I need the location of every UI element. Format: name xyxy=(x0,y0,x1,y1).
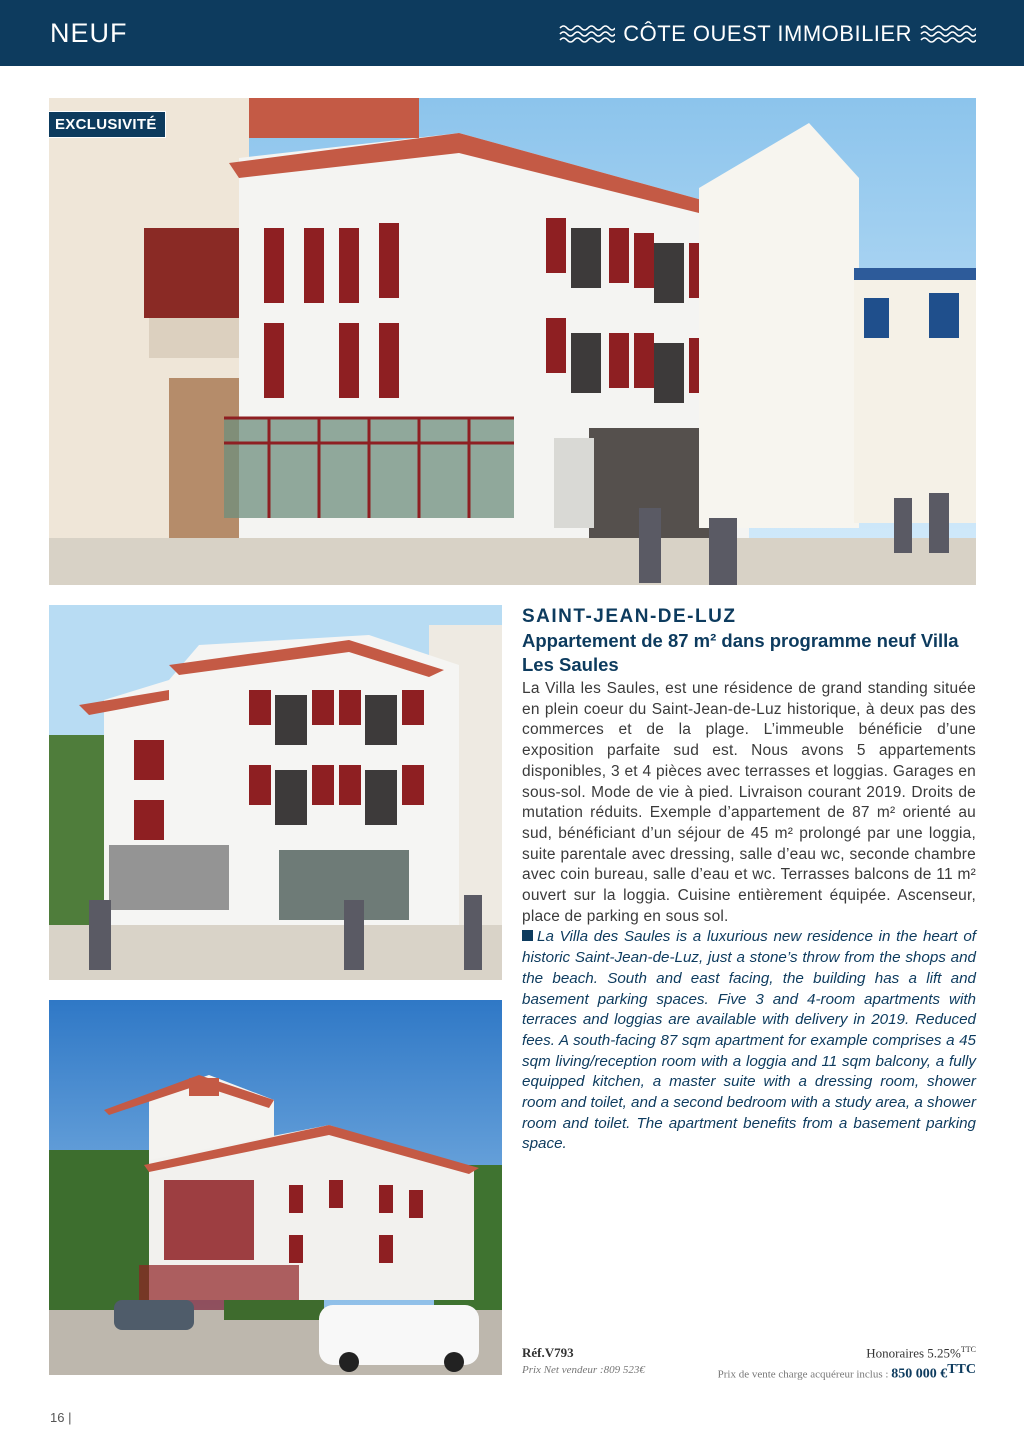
description-french: La Villa les Saules, est une résidence de grand standing située en plein coeur du Saint-Jean-de-Luz historique, à deux pas des commerces et de la plage. L’immeuble bénéficie d’une exposition parfaite sud est. Nous avons 5 appartements disponibles, 3 et 4 pièces avec terrasses et loggias. Garages en sous-sol. Mode de vie à pied. Livraison courant 2019. Droits de mutation réduits. Exemple d’appartement de 87 m² orienté au sud, bénéficiant d’un séjour de 45 m² prolongé par une loggia, suite parentale avec dressing, salle d’eau wc, seconde chambre avec coin bureau, salle d’eau et wc. Terrasses balcons de 11 m² ouvert sur la loggia. Cuisine entièrement équipée. Ascenseur, place de parking en sous sol. xyxy=(522,680,976,925)
price-label: Prix de vente charge acquéreur inclus : xyxy=(717,1368,889,1381)
listing-city: SAINT-JEAN-DE-LUZ xyxy=(522,606,737,627)
price-value: 850 000 € xyxy=(891,1366,948,1382)
fees-value: 5.25% xyxy=(927,1345,961,1361)
agency-fees xyxy=(866,1345,976,1361)
brand-name: CÔTE OUEST IMMOBILIER xyxy=(623,21,912,46)
description-english-text: La Villa des Saules is a luxurious new residence in the heart of historic Saint-Jean-de-Luz, just a stone’s throw from the shops and the beach. South and east facing, the building has a lift and basement parking spaces. Five 3 and 4-room apartments with terraces and loggias are available with delivery in 2019. Reduced fees. A south-facing 87 sqm apartment for example comprises a 45 sqm living/reception room with a loggia and 11 sqm balcony, a fully equipped kitchen, a master suite with a dressing room, shower room and toilet, and a second bedroom with a study area, a shower room and toilet. The apartment benefits from a basement parking space. xyxy=(522,928,976,1153)
listing-headline: Appartement de 87 m² dans programme neuf Villa Les Saules xyxy=(522,630,959,675)
reference-number: Réf.V793 xyxy=(522,1345,574,1360)
page-number: 16 | xyxy=(50,1410,72,1425)
street-view-photo xyxy=(49,1000,502,1375)
wave-icon xyxy=(559,23,615,45)
listing-details xyxy=(522,606,976,1155)
fees-ttc: TTC xyxy=(960,1345,976,1354)
header-bar xyxy=(0,0,1024,66)
square-bullet-icon xyxy=(522,930,533,941)
wave-icon xyxy=(920,23,976,45)
section-title: NEUF xyxy=(50,18,128,48)
description-english xyxy=(522,927,976,1155)
net-seller-label: Prix Net vendeur : xyxy=(522,1364,604,1376)
exclusive-badge: EXCLUSIVITÉ xyxy=(49,111,166,138)
net-seller-value: 809 523€ xyxy=(603,1364,645,1376)
net-seller-price xyxy=(522,1364,645,1376)
main-building-photo xyxy=(49,98,976,585)
brand-logo xyxy=(559,18,976,50)
facade-photo xyxy=(49,605,502,980)
fees-label: Honoraires xyxy=(866,1345,925,1361)
sale-price xyxy=(718,1362,976,1383)
price-ttc: TTC xyxy=(947,1362,976,1377)
